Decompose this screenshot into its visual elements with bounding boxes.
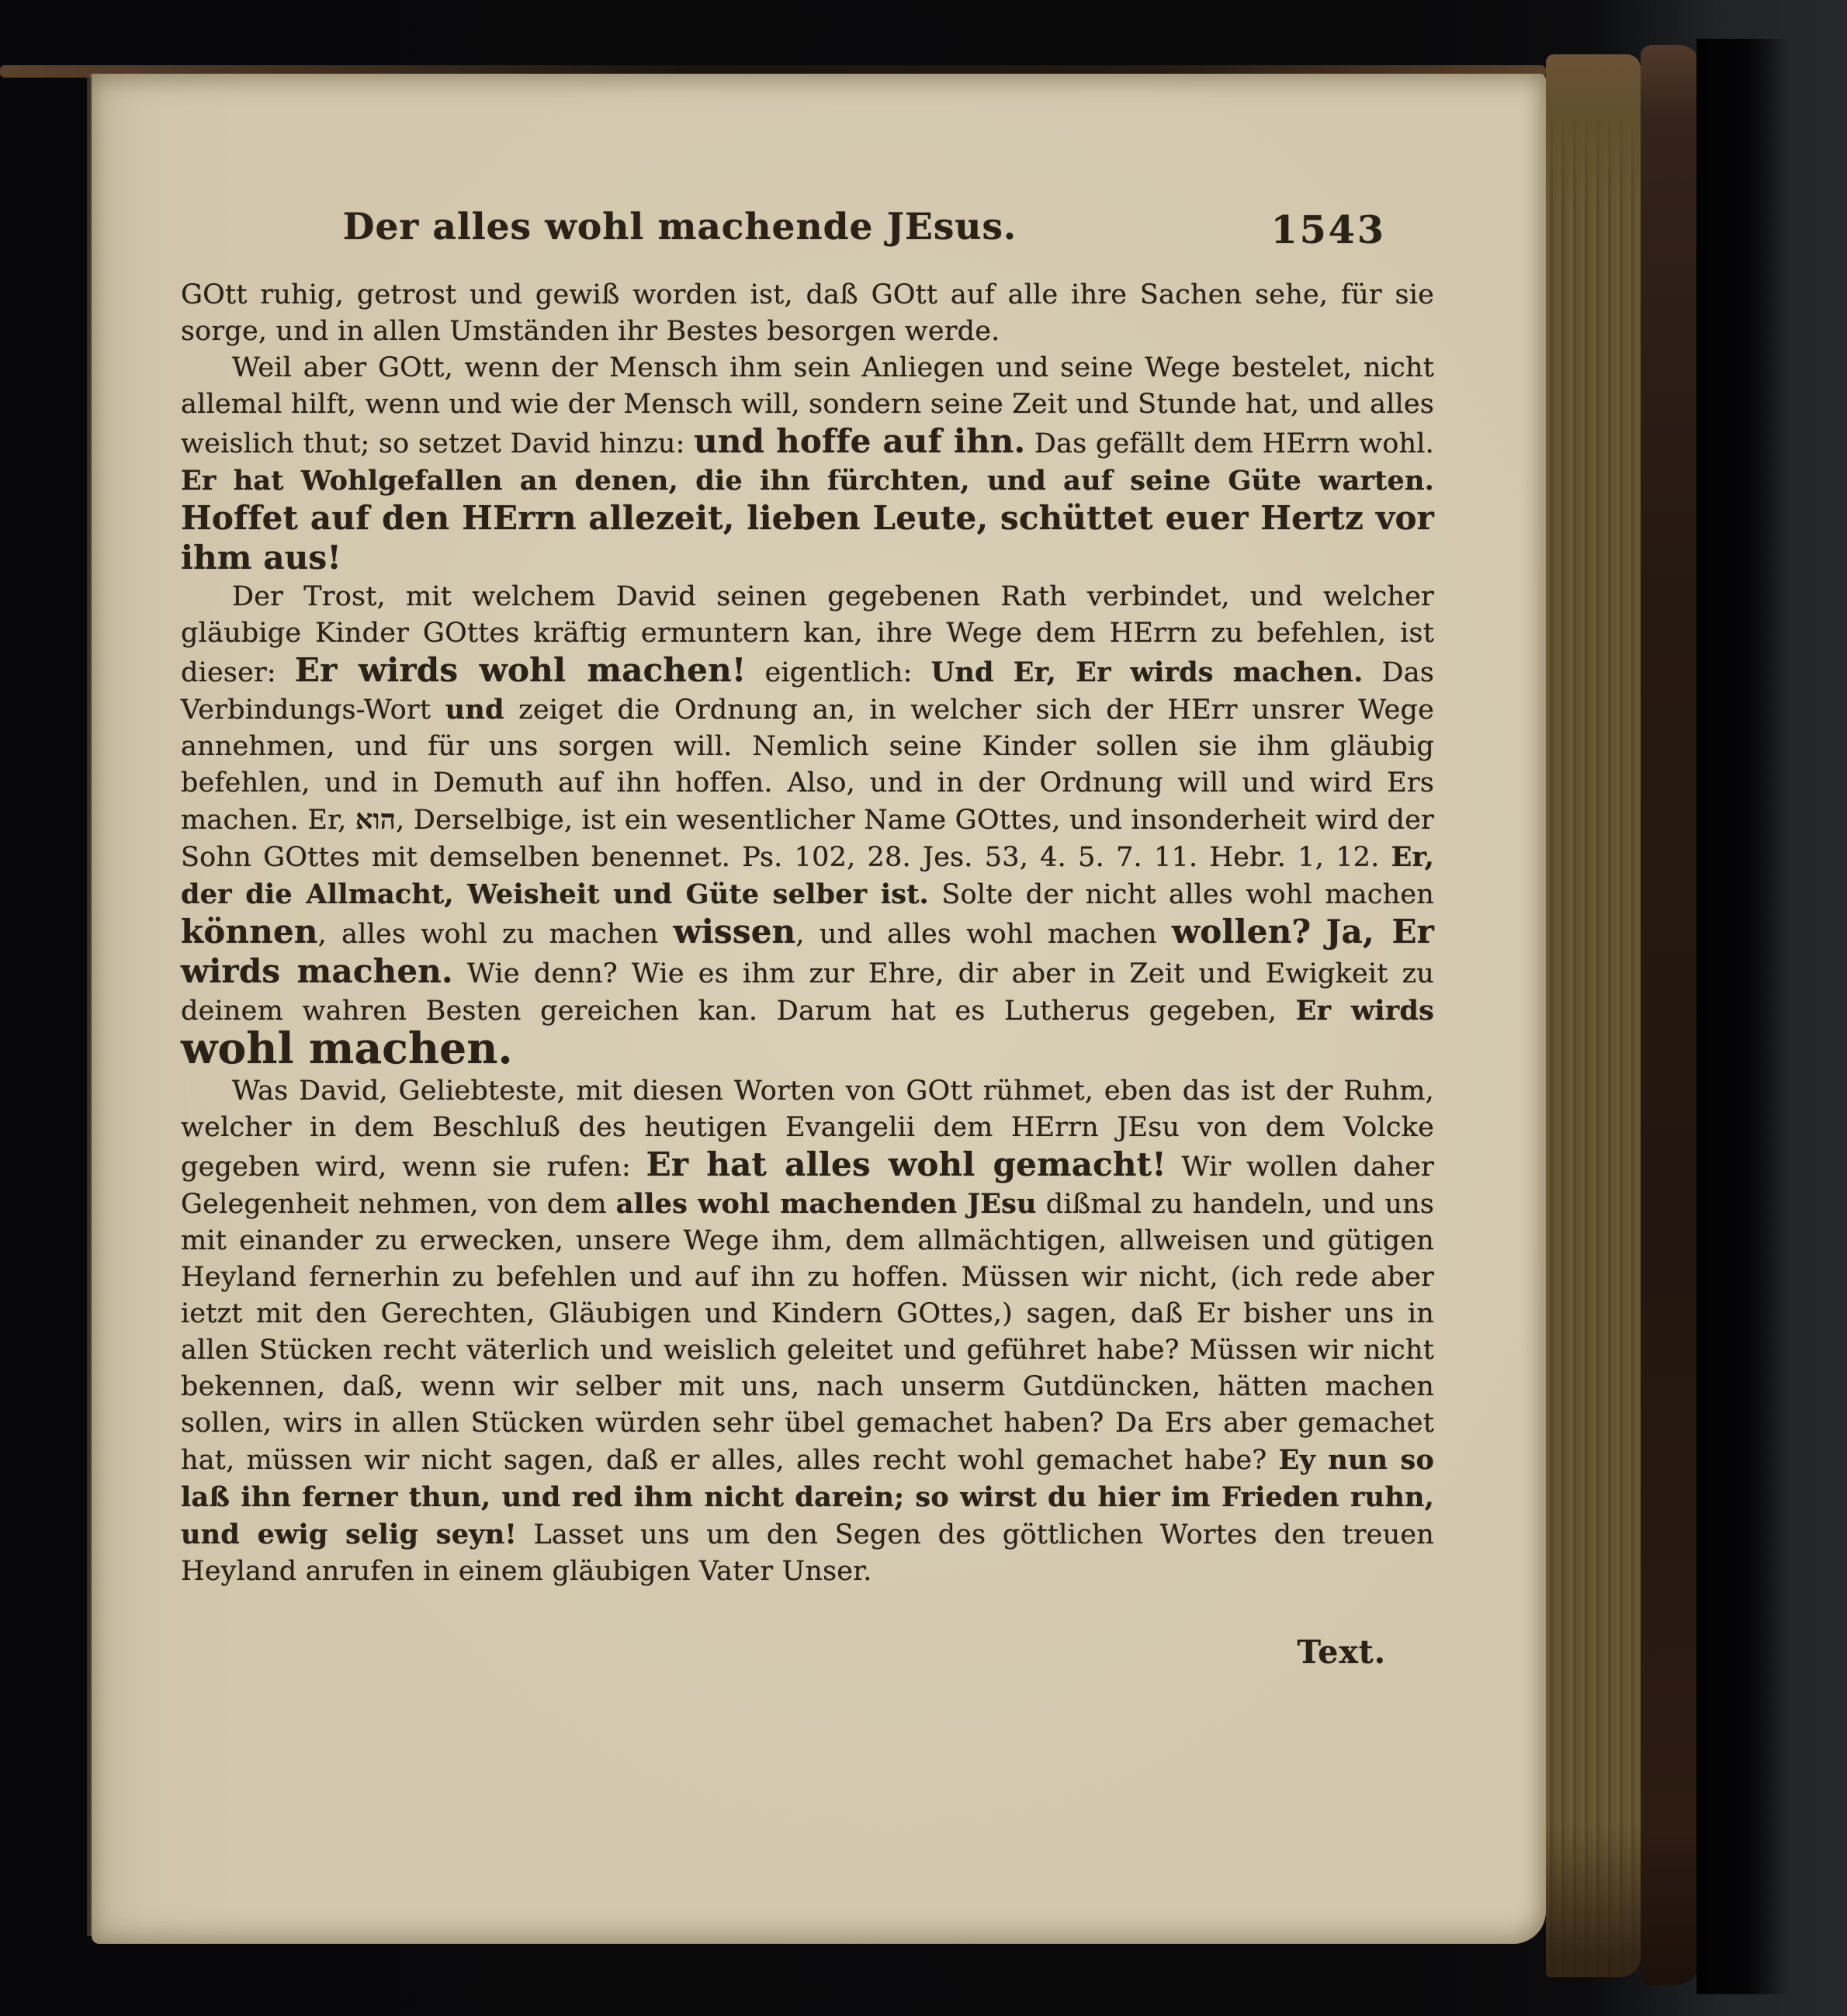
text-run: alles wohl machenden JEsu: [615, 1188, 1037, 1220]
text-block: [181, 173, 1434, 1671]
page-header: [181, 173, 1434, 257]
text-run: Und Er, Er wirds machen.: [930, 656, 1364, 688]
paragraph: [181, 579, 1434, 1073]
paragraph: [181, 1073, 1434, 1590]
body-text: [181, 277, 1434, 1590]
text-run: Das gefällt dem HErrn wohl.: [1025, 428, 1435, 459]
text-run: Er wirds wohl machen!: [294, 651, 747, 689]
text-run: Er wirds: [1295, 995, 1434, 1027]
catchword: Text.: [1297, 1633, 1386, 1671]
text-run: und hoffe auf ihn.: [694, 422, 1026, 460]
text-run: Wie denn? Wie es ihm zur Ehre, dir aber in Zeit und Ewigkeit zu deinem wahren Besten gereichen kan. Darum hat es Lutherus gegeben,: [181, 958, 1434, 1027]
text-run: wohl machen.: [181, 1023, 513, 1073]
text-run: , alles wohl zu machen: [317, 919, 674, 950]
text-run: Was David, Geliebteste, mit diesen Worten von GOtt rühmet, eben das ist der Ruhm, welcher in dem Beschluß des heutigen Evangelii dem HErrn JEsu von dem Volcke gegeben wird, wenn sie rufen:: [181, 1076, 1434, 1183]
text-run: Er hat alles wohl gemacht!: [646, 1145, 1166, 1183]
text-run: Das Verbindungs-Wort: [181, 657, 1435, 726]
text-run: [1311, 919, 1325, 950]
text-run: , und alles wohl machen: [795, 919, 1172, 950]
adjacent-page-edge: [0, 74, 92, 1933]
text-run: Wir wollen daher Gelegenheit nehmen, von dem: [181, 1152, 1434, 1220]
book-page: [92, 74, 1546, 1944]
text-run: Er, der die Allmacht, Weisheit und Güte selber ist.: [181, 841, 1434, 910]
text-run: Lasset uns um den Segen des göttlichen Wortes den treuen Heyland anrufen in einem gläubigen Vater Unser.: [181, 1519, 1434, 1587]
text-run: wissen: [673, 913, 796, 951]
text-run: Weil aber GOtt, wenn der Mensch ihm sein Anliegen und seine Wege bestelet, nicht allemal hilft, wenn und wie der Mensch will, sondern seine Zeit und Stunde hat, und alles weislich thut; so setzet David hinzu:: [181, 352, 1434, 459]
text-run: dißmal zu handeln, und uns mit einander zu erwecken, unsere Wege ihm, dem allmächtigen, allweisen und gütigen Heyland fernerhin zu befehlen und auf ihn zu hoffen. Müssen wir nicht, (ich rede aber ietzt mit den Gerechten, Gläubigen und Kindern GOttes,) sagen, daß Er bisher uns in allen Stücken recht väterlich und weislich geleitet und geführet habe? Müssen wir nicht bekennen, daß, wenn wir selber mit uns, nach unserm Gutdüncken, hätten machen sollen, wirs in allen Stücken würden sehr übel gemachet haben? Da Ers aber gemachet hat, müssen wir nicht sagen, daß er alles, alles recht wohl gemachet habe?: [181, 1189, 1434, 1476]
running-head-title: Der alles wohl machende JEsus.: [342, 206, 1017, 248]
text-run: Hoffet auf den HErrn allezeit, lieben Leute, schüttet euer Hertz vor ihm aus!: [181, 499, 1434, 577]
text-run: und: [445, 694, 504, 726]
book-cover-edge: [1641, 45, 1700, 1985]
text-run: Solte der nicht alles wohl machen: [928, 879, 1435, 910]
text-run: Er hat Wohlgefallen an denen, die ihn fürchten, und auf seine Güte warten.: [181, 465, 1434, 497]
book-cover-shadow: [1696, 39, 1790, 1994]
text-run: können: [181, 913, 318, 951]
paragraph: [181, 350, 1434, 579]
text-run: wollen?: [1171, 913, 1312, 951]
text-run: Der Trost, mit welchem David seinen gegebenen Rath verbindet, und welcher gläubige Kinder GOttes kräftig ermuntern kan, ihre Wege dem HErrn zu befehlen, ist dieser:: [181, 581, 1434, 688]
text-run: Ey nun so laß ihn ferner thun, und red ihm nicht darein; so wirst du hier im Frieden ruhn, und ewig selig seyn!: [181, 1444, 1434, 1550]
page-number: 1543: [1270, 207, 1386, 252]
text-run: , Derselbige, ist ein wesentlicher Name GOttes, und insonderheit wird der Sohn GOttes mit demselben benennet. Ps. 102, 28. Jes. 53, 4. 5. 7. 11. Hebr. 1, 12.: [181, 805, 1434, 873]
text-run: הוא: [355, 804, 397, 836]
text-run: eigentlich:: [746, 657, 931, 688]
paragraph: [181, 277, 1434, 350]
text-run: Ja, Er wirds machen.: [181, 913, 1435, 990]
text-run: zeiget die Ordnung an, in welcher sich der HErr unsrer Wege annehmen, und für uns sorgen will. Nemlich seine Kinder sollen sie ihm gläubig befehlen, und in Demuth auf ihn hoffen. Also, und in der Ordnung will und wird Ers machen. Er,: [181, 695, 1434, 836]
book-fore-edge: [1546, 54, 1641, 1977]
text-run: GOtt ruhig, getrost und gewiß worden ist, daß GOtt auf alle ihre Sachen sehe, für sie sorge, und in allen Umständen ihr Bestes besorgen werde.: [181, 279, 1434, 347]
